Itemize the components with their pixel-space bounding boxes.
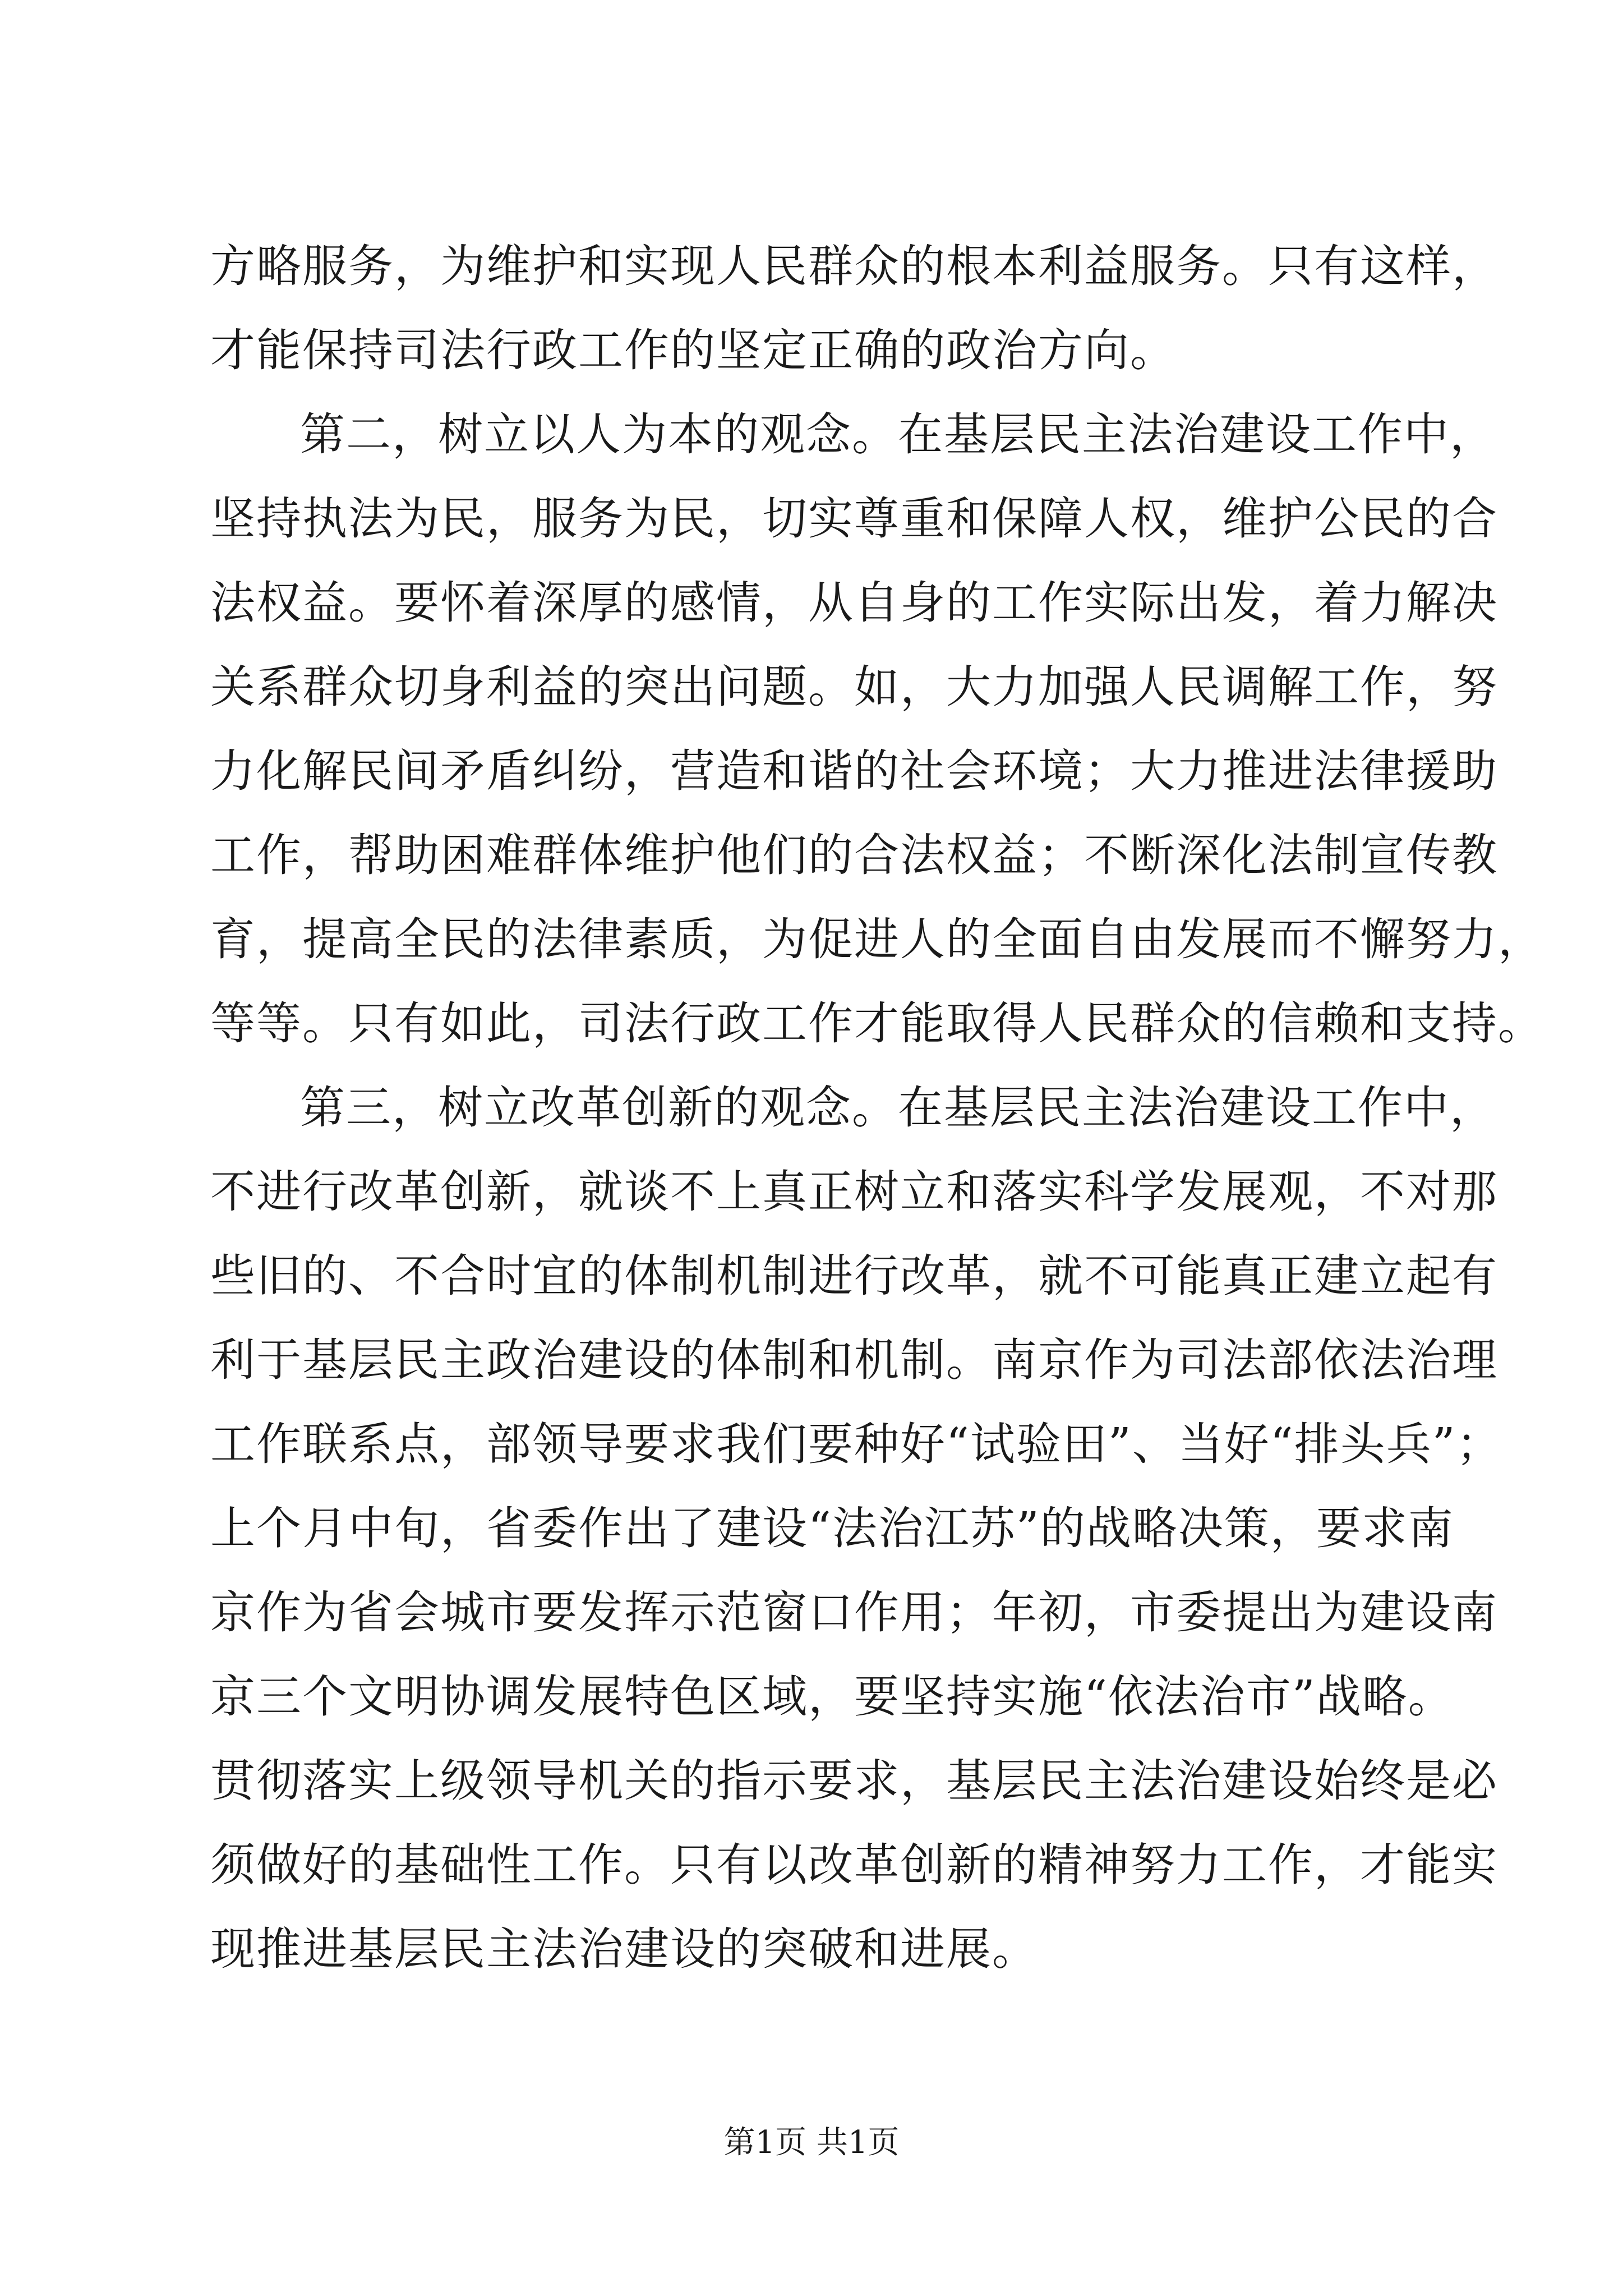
text-line: 方略服务，为维护和实现人民群众的根本利益服务。只有这样，: [210, 240, 1498, 292]
page-footer: 第1页 共1页: [723, 2124, 900, 2161]
text-line: 利于基层民主政治建设的体制和机制。南京作为司法部依法治理: [210, 1334, 1498, 1386]
text-line: 育，提高全民的法律素质，为促进人的全面自由发展而不懈努力，: [210, 913, 1544, 965]
text-line: 坚持执法为民，服务为民，切实尊重和保障人权，维护公民的合: [210, 493, 1498, 545]
text-line: 第三，树立改革创新的观念。在基层民主法治建设工作中，: [300, 1082, 1496, 1134]
text-line: 关系群众切身利益的突出问题。如，大力加强人民调解工作，努: [210, 661, 1498, 713]
text-line: 上个月中旬，省委作出了建设“法治江苏”的战略决策，要求南: [210, 1502, 1454, 1554]
text-line: 工作联系点，部领导要求我们要种好“试验田”、当好“排头兵”；: [210, 1418, 1502, 1470]
text-line: 第二，树立以人为本的观念。在基层民主法治建设工作中，: [300, 408, 1496, 461]
text-line: 不进行改革创新，就谈不上真正树立和落实科学发展观，不对那: [210, 1166, 1498, 1218]
text-line: 力化解民间矛盾纠纷，营造和谐的社会环境；大力推进法律援助: [210, 745, 1498, 797]
text-line: 须做好的基础性工作。只有以改革创新的精神努力工作，才能实: [210, 1839, 1498, 1891]
text-line: 等等。只有如此，司法行政工作才能取得人民群众的信赖和支持。: [210, 997, 1544, 1050]
text-line: 京三个文明协调发展特色区域，要坚持实施“依法治市”战略。: [210, 1671, 1454, 1723]
text-line: 贯彻落实上级领导机关的指示要求，基层民主法治建设始终是必: [210, 1755, 1498, 1807]
text-line: 现推进基层民主法治建设的突破和进展。: [210, 1923, 1038, 1975]
text-line: 京作为省会城市要发挥示范窗口作用；年初，市委提出为建设南: [210, 1586, 1498, 1639]
text-line: 些旧的、不合时宜的体制机制进行改革，就不可能真正建立起有: [210, 1250, 1498, 1302]
text-line: 才能保持司法行政工作的坚定正确的政治方向。: [210, 324, 1176, 376]
body-text: [210, 224, 1544, 1991]
text-line: 工作，帮助困难群体维护他们的合法权益；不断深化法制宣传教: [210, 829, 1498, 881]
text-line: 法权益。要怀着深厚的感情，从自身的工作实际出发，着力解决: [210, 577, 1498, 629]
